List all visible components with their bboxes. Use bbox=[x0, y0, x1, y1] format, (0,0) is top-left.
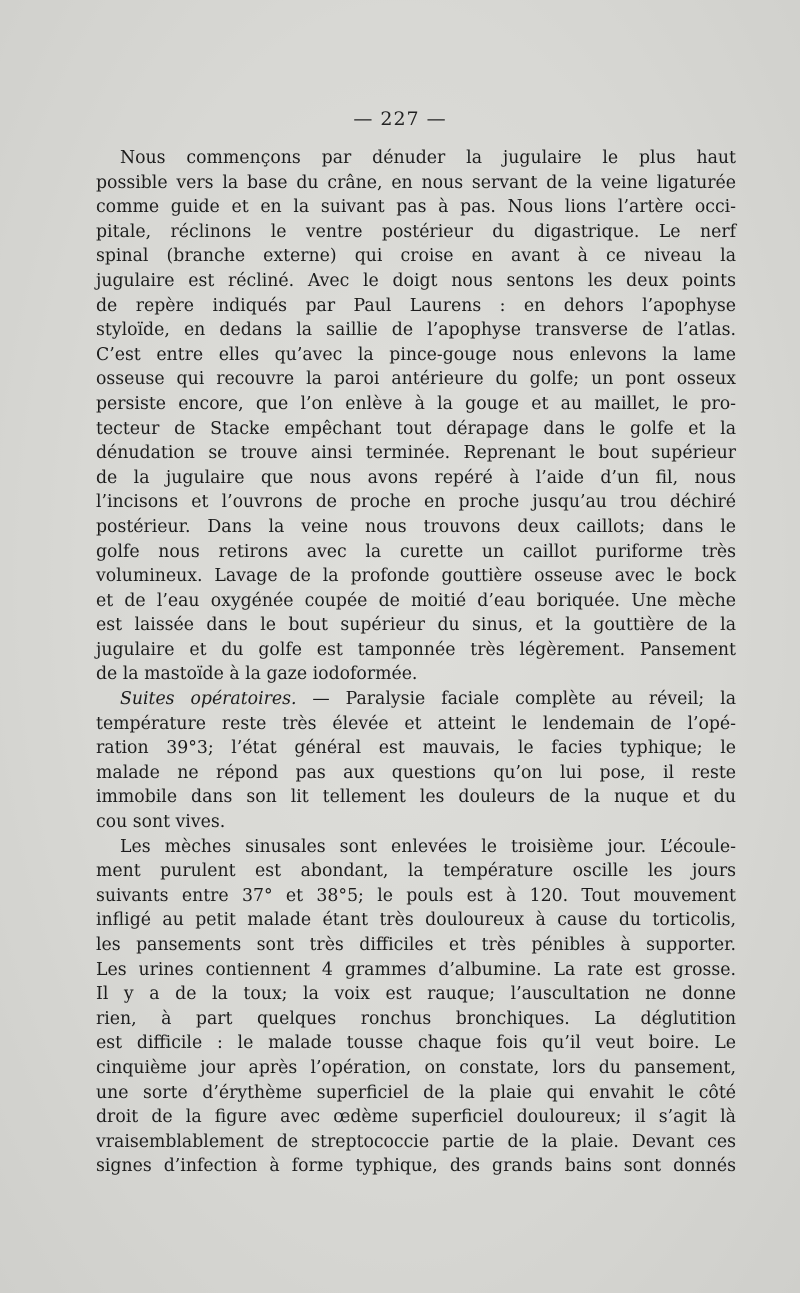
text-line: les pansements sont très difficiles et très pénibles à supporter. bbox=[96, 935, 736, 955]
text-line: de repère indiqués par Paul Laurens : en dehors l’apophyse bbox=[96, 295, 736, 316]
text-line: tecteur de Stacke empêchant tout dérapage dans le golfe et la bbox=[96, 418, 736, 439]
text-line: suivants entre 37° et 38°5; le pouls est à 120. Tout mouvement bbox=[96, 885, 736, 906]
text-line: Les urines contiennent 4 grammes d’albumine. La rate est grosse. bbox=[96, 959, 736, 980]
text-line: C’est entre elles qu’avec la pince-gouge nous enlevons la lame bbox=[96, 344, 736, 365]
text-line: ration 39°3; l’état général est mauvais, le facies typhique; le bbox=[96, 738, 736, 759]
text-line: infligé au petit malade étant très douloureux à cause du torticolis, bbox=[96, 910, 736, 931]
text-line: persiste encore, que l’on enlève à la gouge et au maillet, le pro- bbox=[96, 393, 736, 414]
text-line: jugulaire et du golfe est tamponnée très légèrement. Pansement bbox=[96, 639, 736, 660]
text-line: et de l’eau oxygénée coupée de moitié d’eau boriquée. Une mèche bbox=[96, 590, 736, 611]
text-line: cou sont vives. bbox=[96, 812, 226, 833]
text-line: ment purulent est abondant, la température oscille les jours bbox=[96, 861, 736, 882]
text-line: comme guide et en la suivant pas à pas. Nous lions l’artère occi- bbox=[96, 197, 736, 218]
text-line: température reste très élevée et atteint le lendemain de l’opé- bbox=[96, 713, 736, 734]
text-line: golfe nous retirons avec la curette un caillot puriforme très bbox=[96, 541, 736, 562]
text-line: jugulaire est récliné. Avec le doigt nous sentons les deux points bbox=[96, 270, 736, 291]
text-line: Il y a de la toux; la voix est rauque; l’auscultation ne donne bbox=[96, 984, 736, 1005]
text-line: une sorte d’érythème superficiel de la plaie qui envahit le côté bbox=[96, 1082, 736, 1103]
text-line: postérieur. Dans la veine nous trouvons deux caillots; dans le bbox=[96, 516, 736, 537]
text-line: styloïde, en dedans la saillie de l’apophyse transverse de l’atlas. bbox=[96, 320, 736, 341]
text-line: de la mastoïde à la gaze iodoformée. bbox=[96, 664, 418, 685]
text-line: droit de la figure avec œdème superficiel douloureux; il s’agit là bbox=[96, 1107, 736, 1128]
text-line: vraisemblablement de streptococcie partie de la plaie. Devant ces bbox=[96, 1131, 736, 1152]
text-line bbox=[96, 687, 736, 712]
text-line: l’incisons et l’ouvrons de proche en proche jusqu’au trou déchiré bbox=[96, 492, 736, 513]
text-line: osseuse qui recouvre la paroi antérieure du golfe; un pont osseux bbox=[96, 369, 736, 390]
text-line: de la jugulaire que nous avons repéré à l’aide d’un fil, nous bbox=[96, 467, 736, 488]
body-text bbox=[96, 146, 736, 1179]
text-line: rien, à part quelques ronchus bronchiques. La déglutition bbox=[96, 1008, 736, 1029]
text-line: volumineux. Lavage de la profonde gouttière osseuse avec le bock bbox=[96, 566, 736, 587]
text-line: Les mèches sinusales sont enlevées le troisième jour. L’écoule- bbox=[120, 836, 736, 857]
text-line: est laissée dans le bout supérieur du sinus, et la gouttière de la bbox=[96, 615, 736, 636]
text-line: spinal (branche externe) qui croise en avant à ce niveau la bbox=[96, 246, 736, 267]
text-line: est difficile : le malade tousse chaque fois qu’il veut boire. Le bbox=[96, 1033, 736, 1054]
text-line: immobile dans son lit tellement les douleurs de la nuque et du bbox=[96, 787, 736, 808]
section-title: Suites opératoires. bbox=[120, 689, 297, 710]
text-line: cinquième jour après l’opération, on constate, lors du pansement, bbox=[96, 1057, 736, 1078]
text-line-content: — Paralysie faciale complète au réveil; la bbox=[296, 689, 736, 710]
text-line: possible vers la base du crâne, en nous servant de la veine ligaturée bbox=[96, 172, 736, 193]
text-line: malade ne répond pas aux questions qu’on lui pose, il reste bbox=[96, 762, 736, 783]
page-number: — 227 — bbox=[353, 108, 447, 130]
text-line: signes d’infection à forme typhique, des grands bains sont donnés bbox=[96, 1156, 736, 1177]
text-line: Nous commençons par dénuder la jugulaire le plus haut bbox=[120, 148, 736, 168]
text-line: pitale, réclinons le ventre postérieur du digastrique. Le nerf bbox=[96, 221, 736, 242]
text-line: dénudation se trouve ainsi terminée. Reprenant le bout supérieur bbox=[96, 443, 736, 464]
